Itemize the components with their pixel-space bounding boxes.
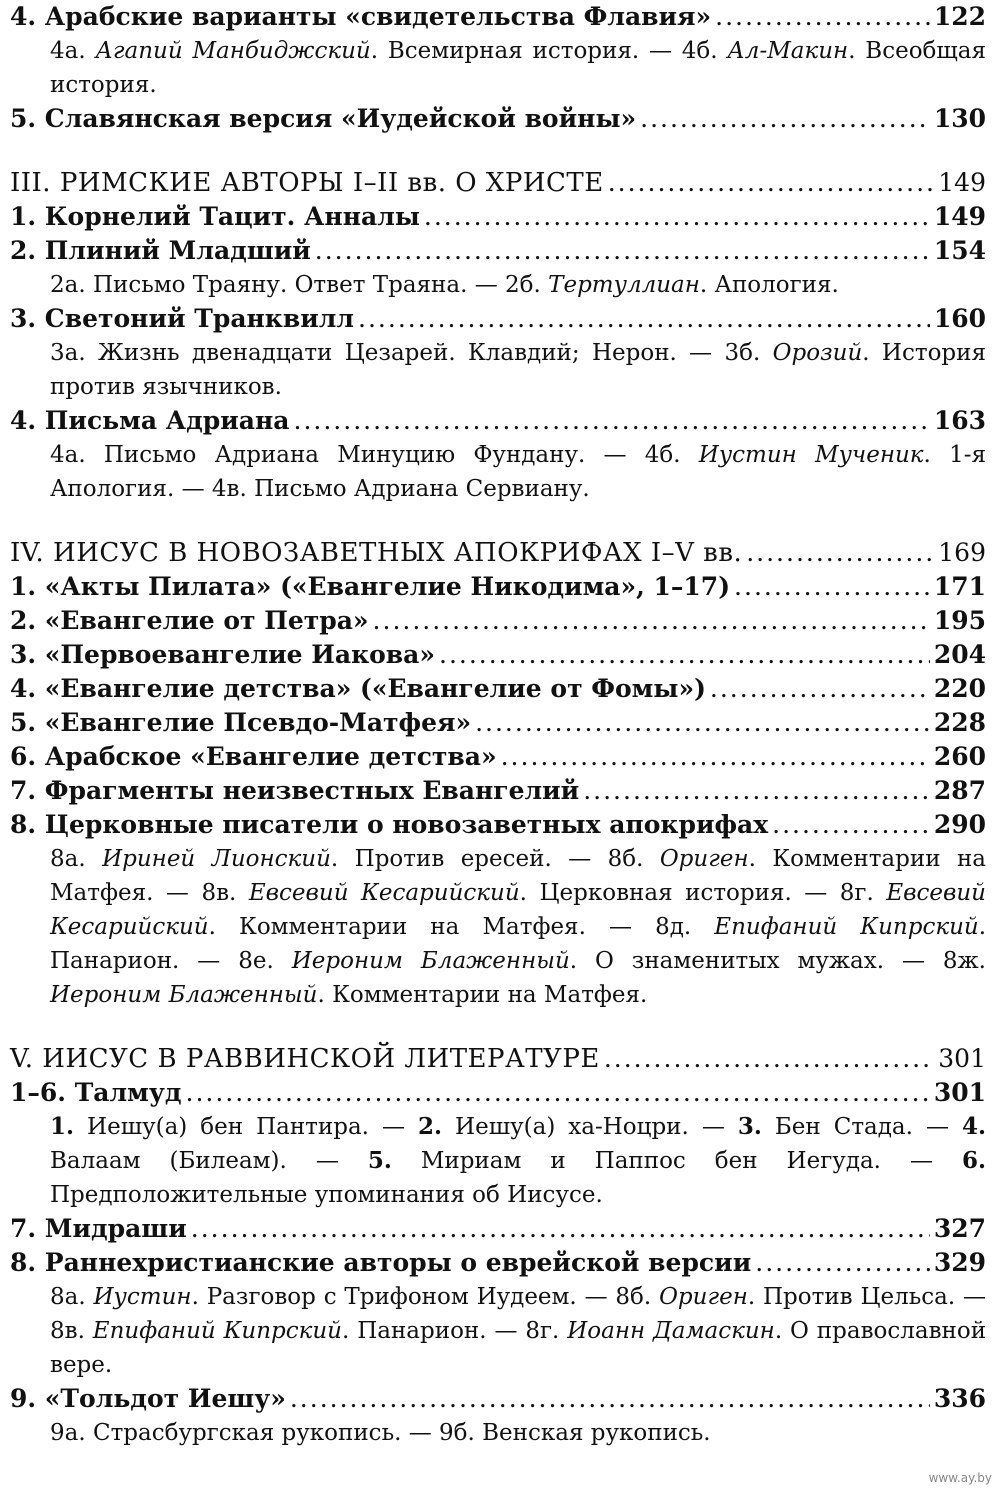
- toc-page-number: 336: [933, 1384, 986, 1413]
- toc-page-number: 220: [933, 674, 986, 703]
- toc-page-number: 130: [933, 104, 986, 133]
- dot-leader: [501, 740, 930, 774]
- toc-entry-title: 1–6. Талмуд: [10, 1078, 182, 1107]
- toc-page-number: 301: [938, 1044, 986, 1073]
- toc-page-number: 228: [933, 708, 986, 737]
- toc-page-number: 149: [933, 202, 986, 231]
- toc-entry[interactable]: [10, 808, 986, 842]
- toc-subentries: 4а. Письмо Адриана Минуцию Фундану. — 4б. Иустин Мученик. 1-я Апология. — 4в. Письмо Адриана Сервиану.: [50, 442, 986, 502]
- toc-page-number: 169: [938, 538, 986, 567]
- toc-entry[interactable]: [10, 570, 986, 604]
- toc-entry-title: 6. Арабское «Евангелие детства»: [10, 742, 497, 771]
- dot-leader: [439, 638, 930, 672]
- toc-entry-title: 1. Корнелий Тацит. Анналы: [10, 202, 420, 231]
- toc-entry-title: III. РИМСКИЕ АВТОРЫ I–II вв. О ХРИСТЕ: [10, 168, 604, 198]
- toc-entry-title: 5. Славянская версия «Иудейской войны»: [10, 104, 637, 133]
- section-gap: [10, 1012, 986, 1042]
- toc-entry[interactable]: [10, 1212, 986, 1246]
- dot-leader: [315, 234, 930, 268]
- toc-entry-title: 2. «Евангелие от Петра»: [10, 606, 369, 635]
- toc-entry[interactable]: [10, 234, 986, 268]
- toc-page-number: 195: [933, 606, 986, 635]
- dot-leader: [608, 166, 935, 200]
- toc-section-heading[interactable]: [10, 166, 986, 200]
- toc-entry-title: 4. Письма Адриана: [10, 406, 290, 435]
- toc-section-heading[interactable]: [10, 536, 986, 570]
- toc-entry-title: 8. Раннехристианские авторы о еврейской версии: [10, 1248, 752, 1277]
- toc-page-number: 301: [933, 1078, 986, 1107]
- toc-entry-title: 1. «Акты Пилата» («Евангелие Никодима», 1–17): [10, 572, 731, 601]
- toc-entry[interactable]: [10, 672, 986, 706]
- toc-entry-title: 4. «Евангелие детства» («Евангелие от Фомы»): [10, 674, 706, 703]
- toc-page-number: 287: [933, 776, 986, 805]
- dot-leader: [191, 1212, 930, 1246]
- toc-entry-title: V. ИИСУС В РАВВИНСКОЙ ЛИТЕРАТУРЕ: [10, 1044, 600, 1074]
- dot-leader: [373, 604, 930, 638]
- toc-entry-title: 9. «Тольдот Иешу»: [10, 1384, 286, 1413]
- toc-page-number: 204: [933, 640, 986, 669]
- dot-leader: [755, 1246, 930, 1280]
- toc-entry-title: IV. ИИСУС В НОВОЗАВЕТНЫХ АПОКРИФАХ I–V вв.: [10, 538, 743, 568]
- toc-entry[interactable]: [10, 1076, 986, 1110]
- dot-leader: [604, 1042, 934, 1076]
- section-gap: [10, 506, 986, 536]
- toc-entry[interactable]: [10, 604, 986, 638]
- toc-subentries: 4а. Агапий Манбиджский. Всемирная история. — 4б. Ал-Макин. Всеобщая история.: [50, 38, 986, 98]
- toc-subentries: 8а. Иустин. Разговор с Трифоном Иудеем. — 8б. Ориген. Против Цельса. — 8в. Епифаний Кипрский. Панарион. — 8г. Иоанн Дамаскин. О православной вере.: [50, 1284, 987, 1378]
- dot-leader: [746, 536, 934, 570]
- dot-leader: [583, 774, 930, 808]
- toc-page-number: 122: [933, 2, 986, 31]
- toc-section-heading[interactable]: [10, 1042, 986, 1076]
- toc-entry[interactable]: [10, 1246, 986, 1280]
- watermark: www.ay.by: [928, 1471, 992, 1485]
- toc-entry[interactable]: [10, 638, 986, 672]
- section-gap: [10, 136, 986, 166]
- toc-entry-title: 7. Мидраши: [10, 1214, 187, 1243]
- toc-entry-title: 3. Светоний Транквилл: [10, 304, 355, 333]
- toc-entry-title: 4. Арабские варианты «свидетельства Флавия»: [10, 2, 712, 31]
- toc-page-number: 329: [933, 1248, 986, 1277]
- toc-entry[interactable]: [10, 404, 986, 438]
- toc-subentries: 3а. Жизнь двенадцати Цезарей. Клавдий; Нерон. — 3б. Орозий. История против язычников.: [50, 340, 986, 400]
- dot-leader: [186, 1076, 930, 1110]
- dot-leader: [734, 570, 930, 604]
- toc-entry[interactable]: [10, 200, 986, 234]
- toc-entry-title: 2. Плиний Младший: [10, 236, 311, 265]
- dot-leader: [640, 102, 930, 136]
- dot-leader: [475, 706, 930, 740]
- toc-entry[interactable]: [10, 740, 986, 774]
- dot-leader: [424, 200, 930, 234]
- dot-leader: [358, 302, 930, 336]
- dot-leader: [715, 0, 930, 34]
- toc-page-number: 171: [933, 572, 986, 601]
- toc-page-number: 154: [933, 236, 986, 265]
- toc-subentries: 1. Иешу(а) бен Пантира. — 2. Иешу(а) ха-Ноцри. — 3. Бен Стада. — 4. Валаам (Билеам). — 5. Мириам и Паппос бен Иегуда. — 6. Предположительные упоминания об Иисусе.: [50, 1113, 986, 1208]
- toc-subentries: 9а. Страсбургская рукопись. — 9б. Венская рукопись.: [50, 1420, 711, 1446]
- toc-page-number: 163: [933, 406, 986, 435]
- toc-entry-title: 7. Фрагменты неизвестных Евангелий: [10, 776, 580, 805]
- toc-page-number: 290: [933, 810, 986, 839]
- toc-page-number: 160: [933, 304, 986, 333]
- toc-page-number: 327: [933, 1214, 986, 1243]
- toc-entry-title: 8. Церковные писатели о новозаветных апокрифах: [10, 810, 769, 839]
- toc-entry-title: 3. «Первоевангелие Иакова»: [10, 640, 435, 669]
- dot-leader: [290, 1382, 930, 1416]
- toc-entry[interactable]: [10, 302, 986, 336]
- dot-leader: [294, 404, 930, 438]
- toc-subentries: 2а. Письмо Траяну. Ответ Траяна. — 2б. Тертуллиан. Апология.: [50, 272, 839, 298]
- toc-entry[interactable]: [10, 1382, 986, 1416]
- table-of-contents: [10, 0, 986, 1450]
- toc-entry[interactable]: [10, 706, 986, 740]
- toc-entry[interactable]: [10, 102, 986, 136]
- toc-page-number: 149: [938, 168, 986, 197]
- toc-entry[interactable]: [10, 774, 986, 808]
- toc-entry-title: 5. «Евангелие Псевдо-Матфея»: [10, 708, 472, 737]
- toc-page-number: 260: [933, 742, 986, 771]
- toc-subentries: 8а. Ириней Лионский. Против ересей. — 8б. Ориген. Комментарии на Матфея. — 8в. Евсевий Кесарийский. Церковная история. — 8г. Евсевий Кесарийский. Комментарии на Матфея. — 8д. Епифаний Кипрский. Панарион. — 8е. Иероним Блаженный. О знаменитых мужах. — 8ж. Иероним Блаженный. Комментарии на Матфея.: [50, 846, 987, 1008]
- dot-leader: [710, 672, 930, 706]
- toc-entry[interactable]: [10, 0, 986, 34]
- dot-leader: [772, 808, 930, 842]
